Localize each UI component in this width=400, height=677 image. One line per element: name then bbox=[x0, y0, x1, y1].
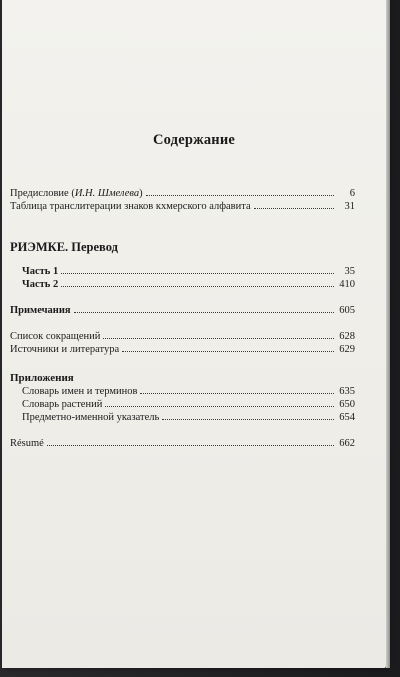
toc-entry-resume[interactable] bbox=[10, 438, 355, 450]
toc-entry-transliteration[interactable] bbox=[10, 201, 355, 213]
toc-entry-label: Источники и литература bbox=[10, 344, 120, 355]
toc-entry-label: Часть 1 bbox=[22, 266, 59, 277]
toc-page-number: 629 bbox=[339, 344, 355, 355]
toc-entry-notes[interactable] bbox=[10, 305, 355, 317]
toc-entry-names-dictionary[interactable] bbox=[22, 386, 355, 398]
toc-entry-label: Предметно-именной указатель bbox=[22, 412, 160, 423]
toc-entry-label: Словарь растений bbox=[22, 399, 103, 410]
toc-entry-label: Résumé bbox=[10, 438, 44, 449]
page-title: Содержание bbox=[152, 132, 236, 148]
toc-page-number: 31 bbox=[344, 201, 355, 212]
toc-entry-part-1[interactable] bbox=[22, 266, 355, 278]
toc-entry-abbreviations[interactable] bbox=[10, 331, 355, 343]
toc-page-number: 650 bbox=[339, 399, 355, 410]
toc-entry-plants-dictionary[interactable] bbox=[22, 399, 355, 411]
toc-entry-part-2[interactable] bbox=[22, 279, 355, 291]
toc-page-number: 662 bbox=[339, 438, 355, 449]
leader-dots bbox=[105, 406, 334, 407]
leader-dots bbox=[47, 445, 334, 446]
toc-entry-label: Словарь имен и терминов bbox=[22, 386, 138, 397]
toc-page-number: 654 bbox=[339, 412, 355, 423]
toc-page-number: 6 bbox=[349, 188, 355, 199]
leader-dots bbox=[61, 286, 334, 287]
toc-entry-sources[interactable] bbox=[10, 344, 355, 356]
leader-dots bbox=[140, 393, 334, 394]
leader-dots bbox=[146, 195, 334, 196]
toc-page-number: 635 bbox=[339, 386, 355, 397]
toc-page-number: 605 bbox=[339, 305, 355, 316]
toc-entry-label: Предисловие (И.Н. Шмелева) bbox=[10, 188, 143, 199]
book-page bbox=[2, 0, 386, 668]
leader-dots bbox=[122, 351, 334, 352]
leader-dots bbox=[254, 208, 334, 209]
toc-page-number: 35 bbox=[344, 266, 355, 277]
leader-dots bbox=[162, 419, 334, 420]
leader-dots bbox=[61, 273, 334, 274]
toc-page-number: 628 bbox=[339, 331, 355, 342]
leader-dots bbox=[103, 338, 334, 339]
section-heading-riemke: РИЭМКЕ. Перевод bbox=[10, 240, 118, 254]
toc-entry-preface[interactable] bbox=[10, 188, 355, 200]
section-heading-appendices: Приложения bbox=[10, 372, 74, 384]
page-edge bbox=[386, 0, 390, 668]
toc-page-number: 410 bbox=[339, 279, 355, 290]
toc-entry-label: Таблица транслитерации знаков кхмерского алфавита bbox=[10, 201, 251, 212]
toc-entry-subject-index[interactable] bbox=[22, 412, 355, 424]
toc-entry-label: Примечания bbox=[10, 305, 71, 316]
leader-dots bbox=[74, 312, 334, 313]
toc-entry-label: Список сокращений bbox=[10, 331, 101, 342]
toc-entry-label: Часть 2 bbox=[22, 279, 59, 290]
